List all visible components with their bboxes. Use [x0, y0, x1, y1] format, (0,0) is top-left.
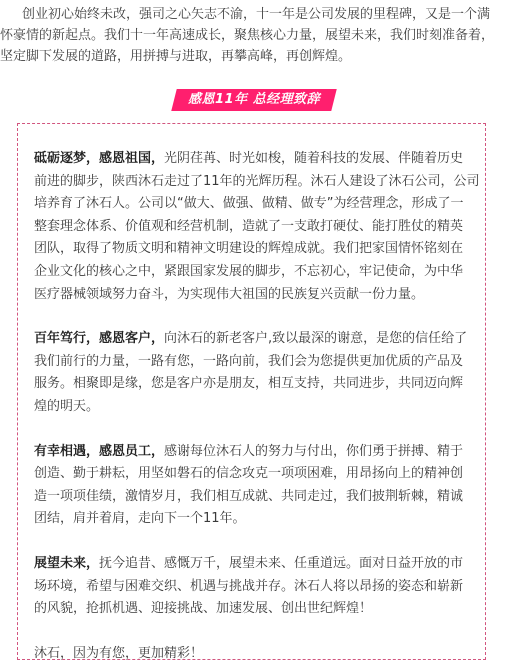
- badge-label: 感恩11年 总经理致辞: [188, 92, 321, 107]
- intro-line: 坚定脚下发展的道路，用拼搏与进取，再攀高峰，再创辉煌。: [0, 49, 352, 64]
- intro-line: 创业初心始终未改，强司之心矢志不渝，十一年是公司发展的里程碑，又是一个满: [22, 7, 491, 22]
- paragraph-line: 整套理念体系、价值观和经营机制，造就了一支敢打硬仗、能打胜仗的精英: [34, 218, 464, 234]
- paragraph-line: 培养育了沐石人。公司以“做大、做强、做精、做专”为经营理念，形成了一: [34, 196, 464, 212]
- paragraph-heading: 百年笃行，感恩客户，: [34, 331, 165, 347]
- paragraph-text: 向沐石的新老客户,致以最深的谢意，是您的信任给了: [164, 331, 468, 347]
- paragraph-first-line: [34, 441, 480, 464]
- paragraph-line: 前进的脚步，陕西沐石走过了11年的光辉历程。沐石人建设了沐石公司，公司: [34, 173, 480, 189]
- paragraph-heading: 有幸相遇，感恩员工，: [34, 443, 165, 459]
- paragraph-heading: 展望未来，: [34, 555, 100, 571]
- paragraph-text: 抚今追昔、感慨万千，展望未来、任重道远。面对日益开放的市: [99, 555, 464, 571]
- paragraph-line: 的风貌，抢抓机遇、迎接挑战、加速发展、创出世纪辉煌！: [34, 601, 373, 617]
- paragraph-line: 医疗器械领域努力奋斗，为实现伟大祖国的民族复兴贡献一份力量。: [34, 286, 425, 302]
- speech-paragraph-employees: [34, 441, 480, 531]
- closing-line: 沐石，因为有您，更加精彩！: [34, 645, 204, 661]
- speech-paragraph-customers: [34, 328, 480, 418]
- paragraph-first-line: [34, 148, 480, 171]
- paragraph-line: 服务。相聚即是缘，您是客户亦是朋友，相互支持，共同进步，共同迈向辉: [34, 376, 464, 392]
- paragraph-line: 企业文化的核心之中，紧跟国家发展的脚步，不忘初心，牢记使命，为中华: [34, 263, 464, 279]
- paragraph-first-line: [34, 553, 480, 576]
- paragraph-line: 团队，取得了物质文明和精神文明建设的辉煌成就。我们把家国情怀铭刻在: [34, 241, 464, 257]
- intro-line: 怀豪情的新起点。我们十一年高速成长，聚焦核心力量，展望未来，我们时刻准备着，: [0, 28, 495, 43]
- speech-content: [34, 148, 480, 665]
- intro-paragraph: [0, 4, 509, 67]
- paragraph-line: 创造、勤于耕耘，用坚如磐石的信念攻克一项项困难，用昂扬向上的精神创: [34, 466, 464, 482]
- paragraph-line: 造一项项佳绩，激情岁月，我们相互成就、共同走过，我们披荆斩棘，精诚: [34, 488, 464, 504]
- paragraph-line: 我们前行的力量，一路有您，一路向前，我们会为您提供更加优质的产品及: [34, 353, 464, 369]
- paragraph-line: 煌的明天。: [34, 398, 100, 414]
- paragraph-text: 感谢每位沐石人的努力与付出，你们勇于拼搏、精于: [164, 443, 464, 459]
- speech-paragraph-future: [34, 553, 480, 621]
- title-badge: [172, 89, 338, 111]
- speech-paragraph-country: [34, 148, 480, 306]
- paragraph-first-line: [34, 328, 480, 351]
- paragraph-line: 团结，肩并着肩，走向下一个11年。: [34, 511, 246, 527]
- paragraph-text: 光阴荏苒、时光如梭，随着科技的发展、伴随着历史: [164, 151, 464, 166]
- section-banner: [0, 88, 509, 111]
- paragraph-line: 场环境，希望与困难交织、机遇与挑战并存。沐石人将以昂扬的姿态和崭新: [34, 578, 464, 594]
- paragraph-heading: 砥砺逐梦，感恩祖国，: [34, 151, 165, 166]
